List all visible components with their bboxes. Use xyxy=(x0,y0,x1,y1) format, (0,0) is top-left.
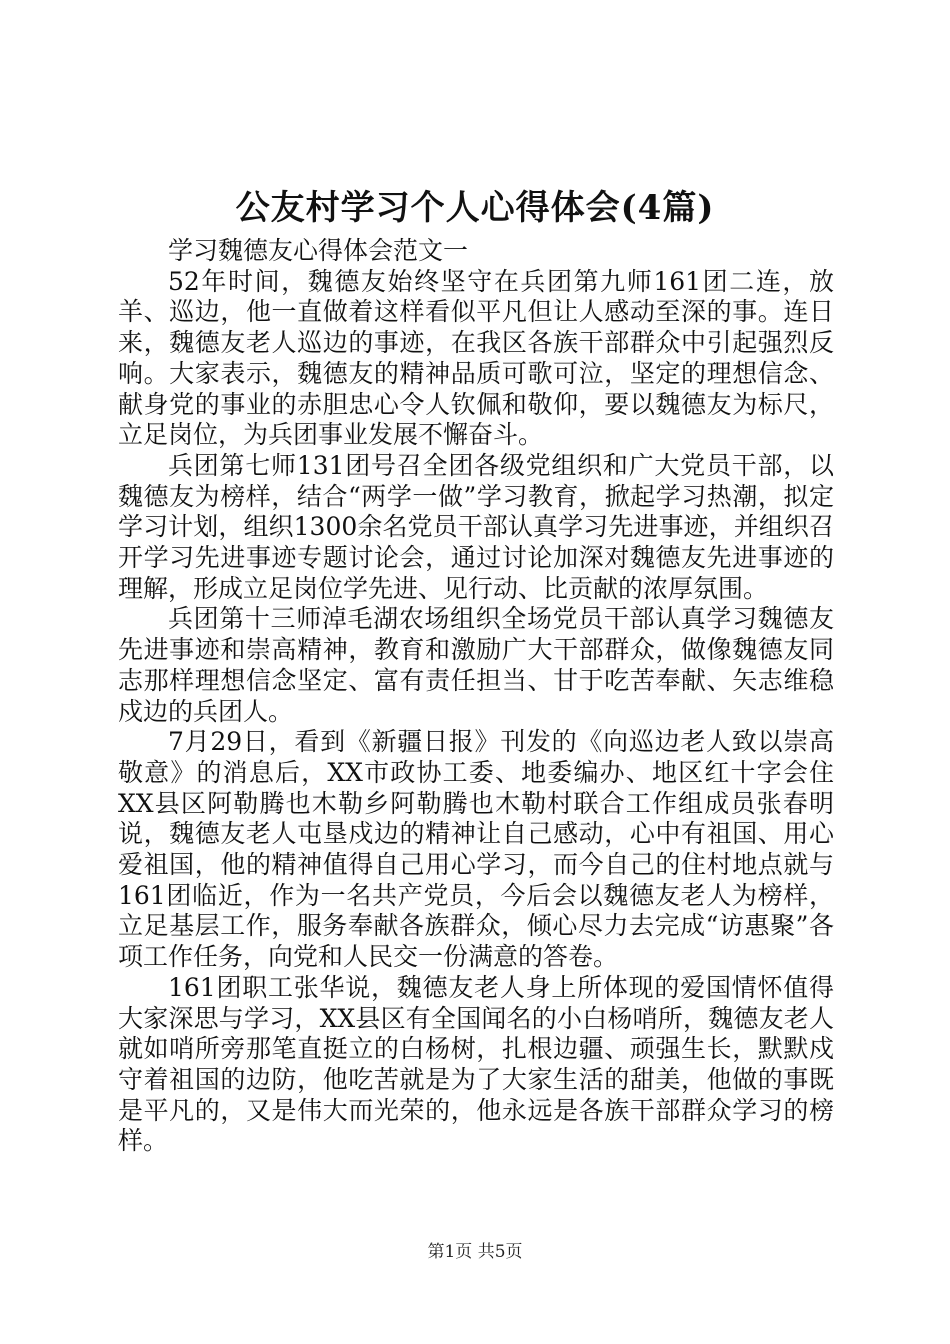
paragraph-1: 52年时间，魏德友始终坚守在兵团第九师161团二连，放羊、巡边，他一直做着这样看似平凡但让人感动至深的事。连日来，魏德友老人巡边的事迹，在我区各族干部群众中引起强烈反响。大家表示，魏德友的精神品质可歌可泣，坚定的理想信念、献身党的事业的赤胆忠心令人钦佩和敬仰，要以魏德友为标尺，立足岗位，为兵团事业发展不懈奋斗。 xyxy=(118,266,834,450)
paragraph-4: 7月29日，看到《新疆日报》刊发的《向巡边老人致以崇高敬意》的消息后，XX市政协工委、地委编办、地区红十字会住XX县区阿勒腾也木勒乡阿勒腾也木勒村联合工作组成员张春明说，魏德友老人屯垦戍边的精神让自己感动，心中有祖国、用心爱祖国，他的精神值得自己用心学习，而今自己的住村地点就与161团临近，作为一名共产党员，今后会以魏德友老人为榜样，立足基层工作，服务奉献各族群众，倾心尽力去完成“访惠聚”各项工作任务，向党和人民交一份满意的答卷。 xyxy=(118,727,834,972)
paragraph-2: 兵团第七师131团号召全团各级党组织和广大党员干部，以魏德友为榜样，结合“两学一做”学习教育，掀起学习热潮，拟定学习计划，组织1300余名党员干部认真学习先进事迹，并组织召开学习先进事迹专题讨论会，通过讨论加深对魏德友先进事迹的理解，形成立足岗位学先进、见行动、比贡献的浓厚氛围。 xyxy=(118,450,834,603)
paragraph-5: 161团职工张华说，魏德友老人身上所体现的爱国情怀值得大家深思与学习，XX县区有全国闻名的小白杨哨所，魏德友老人就如哨所旁那笔直挺立的白杨树，扎根边疆、顽强生长，默默戍守着祖国的边防，他吃苦就是为了大家生活的甜美，他做的事既是平凡的，又是伟大而光荣的，他永远是各族干部群众学习的榜样。 xyxy=(118,972,834,1156)
paragraph-3: 兵团第十三师淖毛湖农场组织全场党员干部认真学习魏德友先进事迹和崇高精神，教育和激励广大干部群众，做像魏德友同志那样理想信念坚定、富有责任担当、甘于吃苦奉献、矢志维稳戍边的兵团人。 xyxy=(118,604,834,726)
document-body xyxy=(118,236,834,1157)
section-subtitle: 学习魏德友心得体会范文一 xyxy=(168,236,469,265)
page-footer: 第1页 共5页 xyxy=(427,1242,523,1262)
document-title: 公友村学习个人心得体会(4篇) xyxy=(235,188,715,228)
